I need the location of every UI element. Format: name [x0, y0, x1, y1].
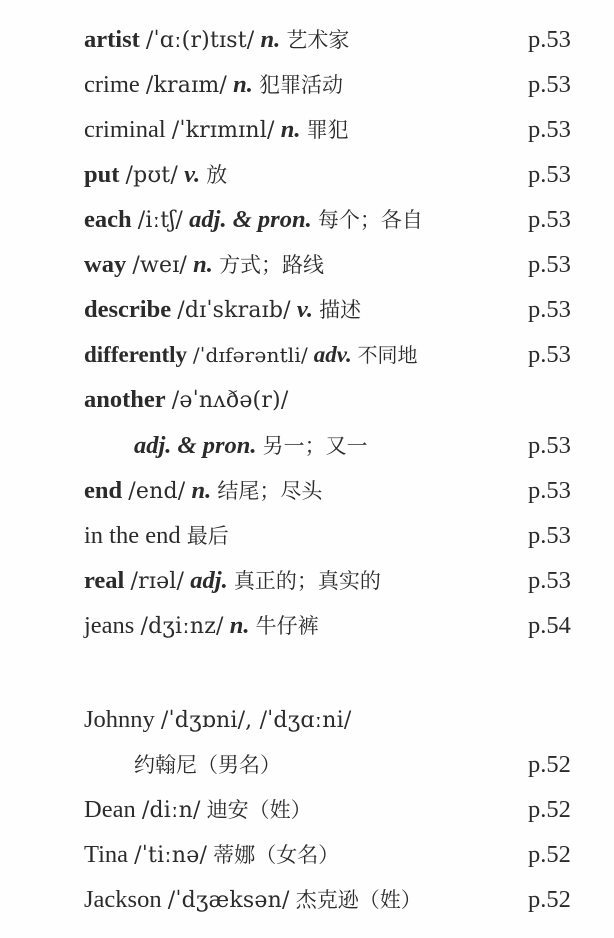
name-meaning: 杰克逊（姓） [295, 888, 422, 912]
page-reference: p.53 [528, 251, 571, 278]
page-reference: p.53 [528, 341, 571, 368]
vocab-part-of-speech: n. [280, 116, 301, 143]
vocab-entry [0, 292, 614, 328]
page-reference: p.53 [528, 432, 571, 459]
name-word: Tina [84, 841, 129, 868]
vocab-meaning: 最后 [186, 524, 229, 548]
page-reference: p.53 [528, 296, 571, 323]
vocab-word: crime [84, 71, 140, 98]
vocab-part-of-speech: adv. [313, 342, 352, 367]
vocab-meaning: 结尾；尽头 [217, 479, 323, 503]
vocab-meaning: 牛仔裤 [255, 614, 319, 638]
vocab-phonetic: /ˈkrɪmɪnl/ [171, 118, 275, 143]
vocab-entry [0, 563, 614, 599]
vocab-entry [0, 22, 614, 58]
vocab-entry [0, 202, 614, 238]
name-entry [0, 792, 614, 828]
vocab-phonetic: /əˈnʌðə(r)/ [171, 388, 289, 413]
vocab-phonetic: /dɪˈskraɪb/ [177, 298, 291, 323]
page-reference: p.54 [528, 612, 571, 639]
vocab-meaning: 方式；路线 [219, 253, 325, 277]
page-reference: p.53 [528, 26, 571, 53]
vocab-entry [0, 157, 614, 193]
name-phonetic: /ˈdʒɒni/, /ˈdʒɑːni/ [160, 708, 352, 733]
vocab-part-of-speech: v. [296, 296, 314, 323]
vocab-entry [0, 247, 614, 283]
vocab-word: real [84, 567, 125, 594]
vocab-entry-continued [0, 428, 614, 464]
vocab-phonetic: /ˈɑː(r)tɪst/ [145, 28, 255, 53]
vocab-entry [0, 337, 614, 373]
vocab-word: jeans [84, 612, 135, 639]
vocab-part-of-speech: v. [184, 161, 201, 188]
vocab-part-of-speech: n. [193, 251, 213, 278]
vocab-entry [0, 67, 614, 103]
vocab-part-of-speech: adj. & pron. [189, 206, 312, 233]
vocab-meaning: 另一；又一 [262, 434, 368, 458]
name-entry [0, 837, 614, 873]
vocab-meaning: 不同地 [357, 343, 418, 367]
vocab-meaning: 每个；各自 [317, 208, 423, 232]
vocab-part-of-speech: n. [191, 477, 212, 504]
vocab-word: criminal [84, 116, 166, 143]
vocab-entry [0, 473, 614, 509]
vocab-part-of-speech: n. [260, 26, 281, 53]
vocab-entry [0, 608, 614, 644]
vocab-phrase: in the end [84, 522, 181, 549]
page-reference: p.53 [528, 206, 571, 233]
page-reference: p.53 [528, 567, 571, 594]
name-meaning: 约翰尼（男名） [134, 753, 281, 777]
page-reference: p.53 [528, 116, 571, 143]
vocab-phonetic: /weɪ/ [132, 253, 188, 278]
vocab-word: describe [84, 296, 172, 323]
vocab-meaning: 犯罪活动 [259, 73, 344, 97]
name-phonetic: /diːn/ [141, 798, 201, 823]
name-word: Dean [84, 796, 136, 823]
page-reference: p.52 [528, 841, 571, 868]
vocab-phonetic: /kraɪm/ [145, 73, 227, 98]
vocab-meaning: 放 [206, 163, 228, 187]
vocab-phonetic: /iːtʃ/ [137, 208, 184, 233]
vocab-phonetic: /dʒiːnz/ [140, 614, 224, 639]
page-reference: p.52 [528, 886, 571, 913]
vocab-word: another [84, 386, 166, 413]
vocab-meaning: 描述 [319, 298, 362, 322]
vocab-phonetic: /pʊt/ [125, 163, 178, 188]
vocab-entry [0, 382, 614, 418]
page-reference: p.53 [528, 522, 571, 549]
name-entry-continued [0, 747, 614, 783]
vocab-word: way [84, 251, 127, 278]
vocab-word: artist [84, 26, 140, 53]
vocab-phonetic: /ˈdɪfərəntli/ [192, 343, 308, 367]
page-reference: p.53 [528, 71, 571, 98]
name-phonetic: /ˈtiːnə/ [134, 843, 208, 868]
page-reference: p.52 [528, 796, 571, 823]
vocab-meaning: 真正的；真实的 [233, 569, 381, 593]
vocab-part-of-speech: adj. & pron. [134, 432, 257, 459]
vocab-word: end [84, 477, 123, 504]
vocab-word: differently [84, 342, 188, 367]
name-word: Jackson [84, 886, 162, 913]
vocab-part-of-speech: n. [233, 71, 253, 98]
vocab-word: put [84, 161, 120, 188]
name-entry [0, 702, 614, 738]
page-reference: p.53 [528, 161, 571, 188]
vocab-meaning: 艺术家 [286, 28, 350, 52]
page-reference: p.52 [528, 751, 571, 778]
name-meaning: 蒂娜（女名） [213, 843, 340, 867]
vocab-part-of-speech: n. [229, 612, 250, 639]
vocab-phonetic: /end/ [128, 479, 186, 504]
vocab-entry [0, 112, 614, 148]
name-word: Johnny [84, 706, 155, 733]
vocab-part-of-speech: adj. [190, 567, 228, 594]
vocab-phonetic: /rɪəl/ [130, 569, 185, 594]
vocab-entry [0, 518, 614, 554]
vocab-meaning: 罪犯 [306, 118, 349, 142]
name-meaning: 迪安（姓） [206, 798, 312, 822]
vocab-word: each [84, 206, 132, 233]
name-entry [0, 882, 614, 918]
page-reference: p.53 [528, 477, 571, 504]
name-phonetic: /ˈdʒæksən/ [167, 888, 290, 913]
